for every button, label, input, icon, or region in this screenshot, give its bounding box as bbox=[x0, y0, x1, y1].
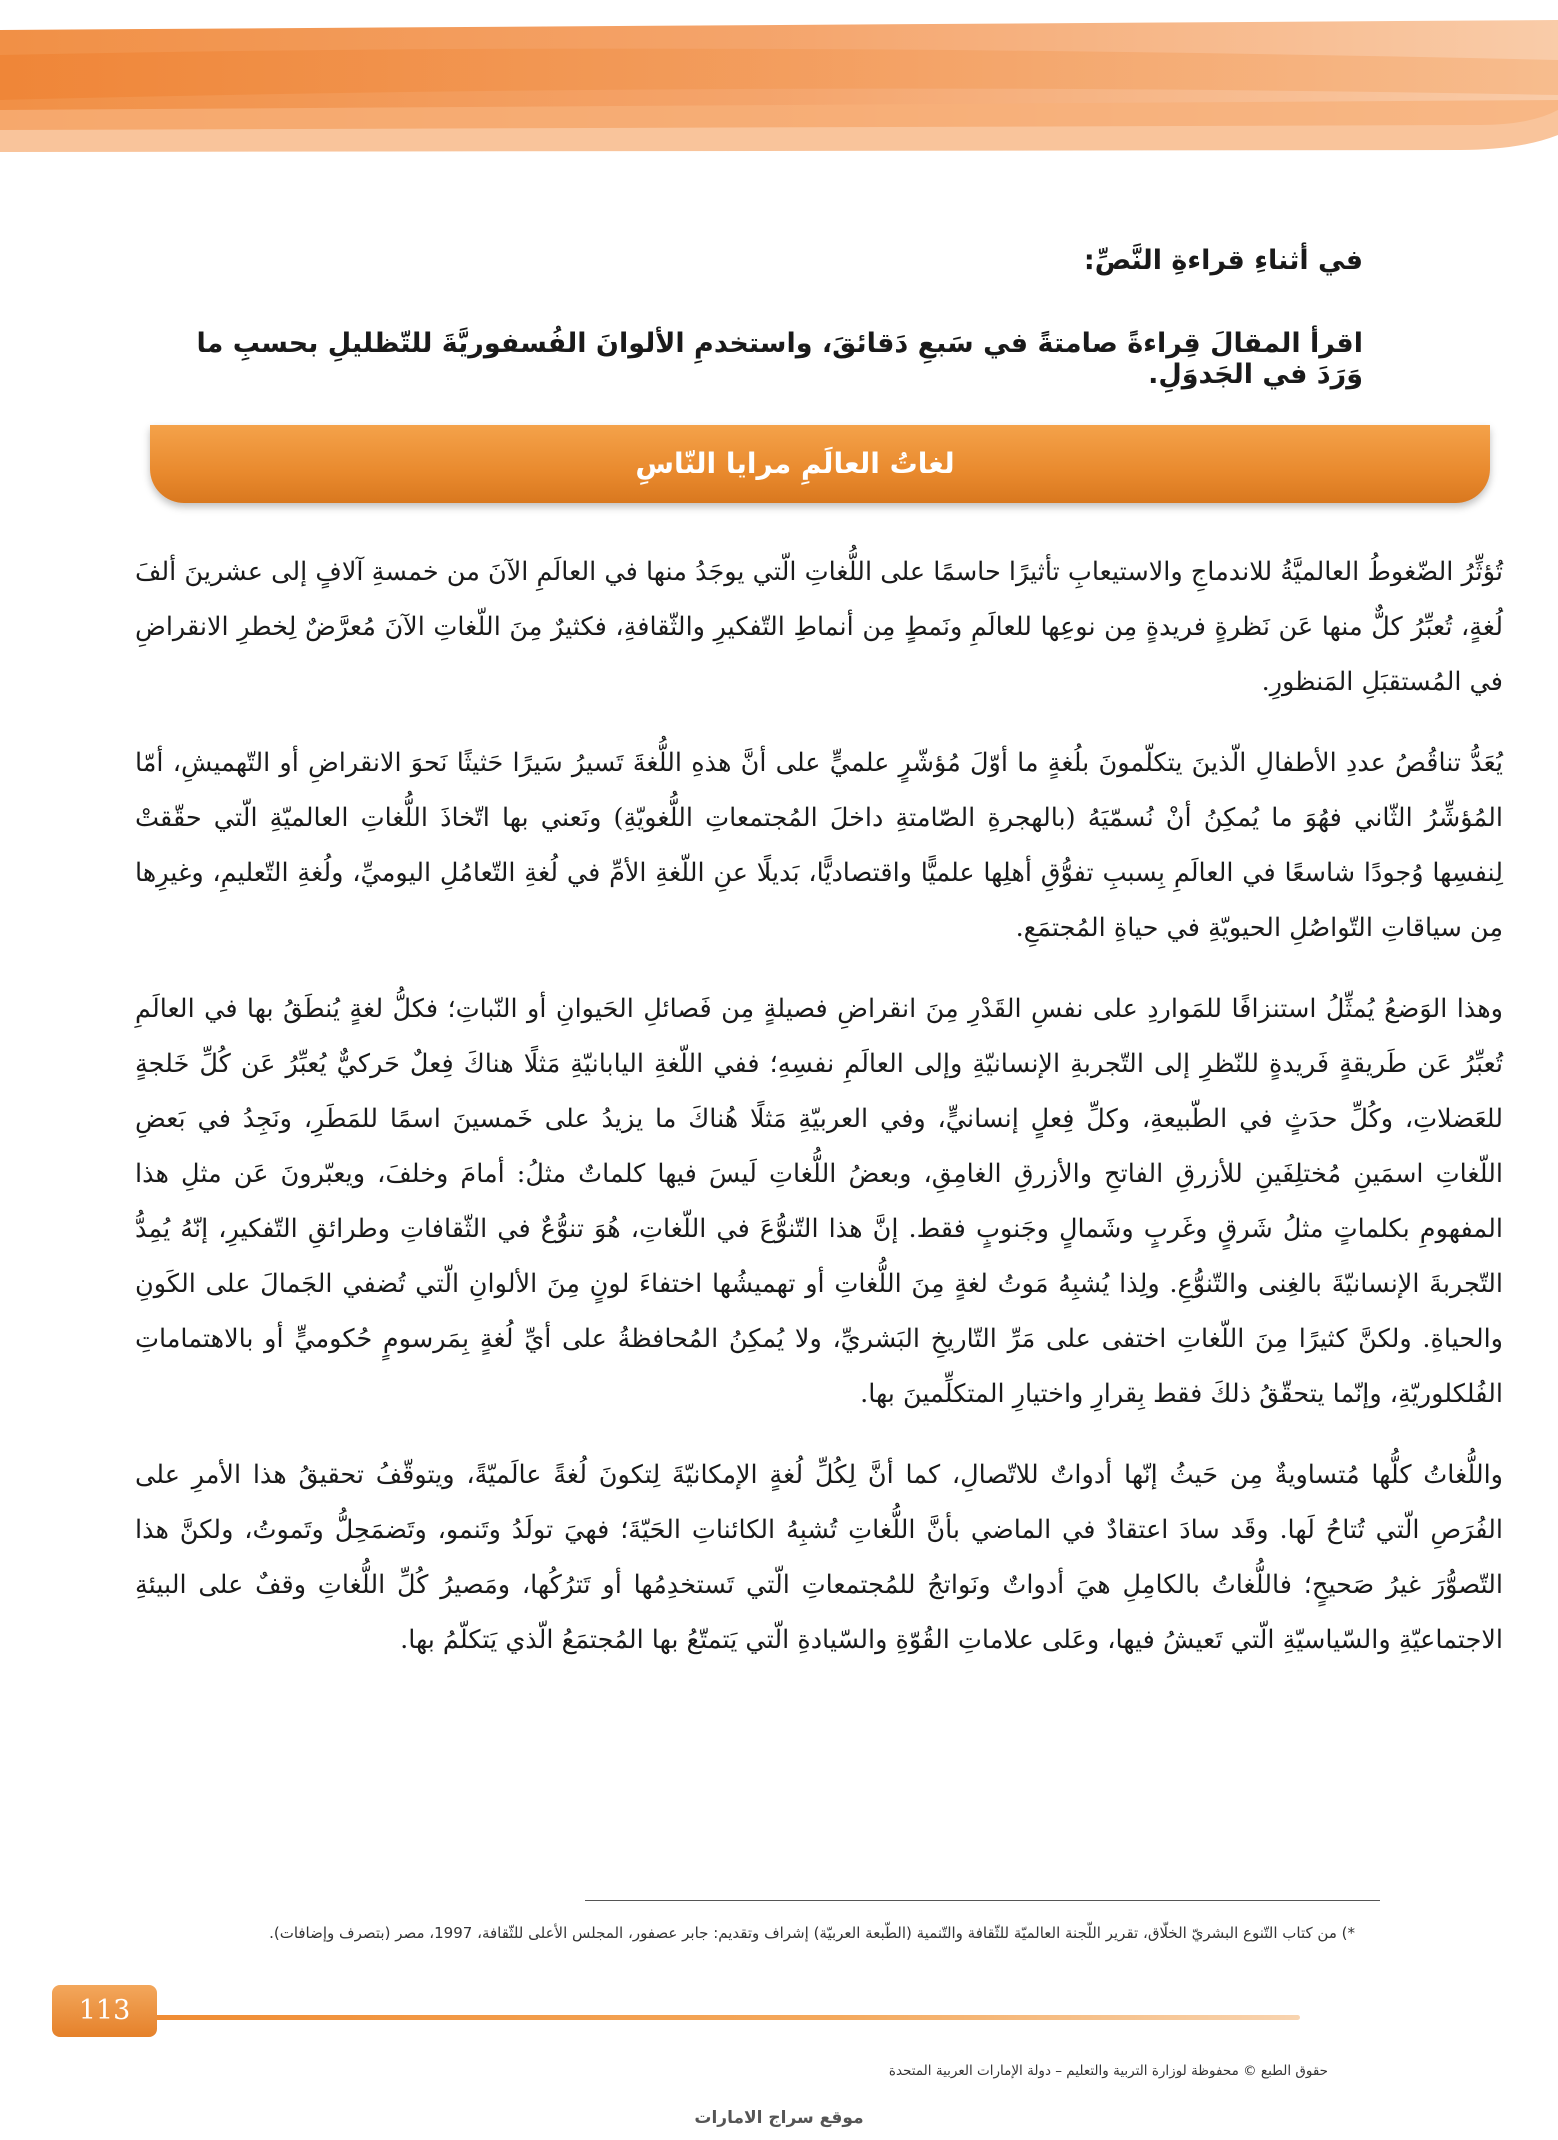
article-body bbox=[135, 545, 1503, 1694]
page-number: 113 bbox=[52, 1985, 157, 2037]
paragraph: تُؤثِّرُ الضّغوطُ العالميَّةُ للاندماجِ والاستيعابِ تأثيرًا حاسمًا على اللُّغاتِ الّتي يوجَدُ منها في العالَمِ الآنَ من خمسةِ آلافٍ إلى عشرينَ ألفَ لُغةٍ، تُعبِّرُ كلٌّ منها عَن نَظرةٍ فريدةٍ مِن نوعِها للعالَمِ ونَمطٍ مِن أنماطِ التّفكيرِ والثّقافةِ، فكثيرٌ مِنَ اللّغاتِ الآنَ مُعرَّضٌ لِخطرِ الانقراضِ في المُستقبَلِ المَنظورِ. bbox=[135, 557, 1503, 697]
copyright-notice: حقوق الطبع © محفوظة لوزارة التربية والتعليم – دولة الإمارات العربية المتحدة bbox=[888, 2063, 1328, 2079]
paragraph: يُعَدُّ تناقُصُ عددِ الأطفالِ الّذينَ يتكلّمونَ بلُغةٍ ما أوّلَ مُؤشّرٍ علميٍّ على أنَّ هذهِ اللُّغةَ تَسيرُ سَيرًا حَثيثًا نَحوَ الانقراضِ أو التّهميشِ، أمّا المُؤشِّرُ الثّاني فهُوَ ما يُمكِنُ أنْ نُسمّيَهُ (بالهجرةِ الصّامتةِ داخلَ المُجتمعاتِ اللُّغويّةِ) ونَعني بها اتّخاذَ اللُّغاتِ العالميّةِ الّتي حقّقتْ لِنفسِها وُجودًا شاسعًا في العالَمِ بِسببِ تفوُّقِ أهلِها علميًّا واقتصاديًّا، بَديلًا عنِ اللّغةِ الأمِّ في لُغةِ التّعامُلِ اليوميِّ، ولُغةِ التّعليمِ، وغيرِها مِن سياقاتِ التّواصُلِ الحيويّةِ في حياةِ المُجتمَعِ. bbox=[135, 748, 1503, 943]
paragraph: وهذا الوَضعُ يُمثِّلُ استنزافًا للمَواردِ على نفسِ القَدْرِ مِنَ انقراضِ فصيلةٍ مِن فَصائلِ الحَيوانِ أو النّباتِ؛ فكلُّ لغةٍ يُنطَقُ بها في العالَمِ تُعبِّرُ عَن طَريقةٍ فَريدةٍ للنّظرِ إلى التّجربةِ الإنسانيّةِ وإلى العالَمِ نفسِهِ؛ ففي اللّغةِ اليابانيّةِ مَثلًا هناكَ فِعلٌ حَركيٌّ يُعبِّرُ عَن كُلِّ خَلجةٍ للعَضلاتِ، وكُلِّ حدَثٍ في الطّبيعةِ، وكلِّ فِعلٍ إنسانيٍّ، وفي العربيّةِ مَثلًا هُناكَ ما يزيدُ على خَمسينَ اسمًا للمَطَرِ، ونَجِدُ في بَعضِ اللّغاتِ اسمَينِ مُختلِفَينِ للأزرقِ الفاتحِ والأزرقِ الغامِقِ، وبعضُ اللُّغاتِ لَيسَ فيها كلماتٌ مثلُ: أمامَ وخلفَ، ويعبّرونَ عَن مثلِ هذا المفهومِ بكلماتٍ مثلُ شَرقٍ وغَربٍ وشَمالٍ وجَنوبٍ فقط. إنَّ هذا التّنوُّعَ في اللّغاتِ، هُوَ تنوُّعٌ في الثّقافاتِ وطرائقِ التّفكيرِ، إنّهُ يُمِدُّ التّجربةَ الإنسانيّةَ بالغِنى والتّنوُّعِ. ولِذا يُشبِهُ مَوتُ لغةٍ مِنَ اللُّغاتِ أو تهميشُها اختفاءَ لونٍ مِنَ الألوانِ الّتي تُضفي الجَمالَ على الكَونِ والحياةِ. ولكنَّ كثيرًا مِنَ اللّغاتِ اختفى على مَرِّ التّاريخِ البَشريِّ، ولا يُمكِنُ المُحافظةُ على أيِّ لُغةٍ بِمَرسومٍ حُكوميٍّ أو بالاهتماماتِ الفُلكلوريّةِ، وإنّما يتحقّقُ ذلكَ فقط بِقرارِ واختيارِ المتكلِّمينَ بها. bbox=[135, 994, 1503, 1409]
article-title: لغاتُ العالَمِ مرايا النّاسِ bbox=[635, 447, 955, 480]
bottom-decorative-bar bbox=[150, 2015, 1300, 2020]
footnote-divider bbox=[585, 1900, 1380, 1901]
paragraph: واللُّغاتُ كلُّها مُتساويةٌ مِن حَيثُ إنّها أدواتٌ للاتّصالِ، كما أنَّ لِكُلِّ لُغةٍ الإمكانيّةَ لِتكونَ لُغةً عالَميّةً، ويتوقّفُ تحقيقُ هذا الأمرِ على الفُرَصِ الّتي تُتاحُ لَها. وقَد سادَ اعتقادٌ في الماضي بأنَّ اللُّغاتِ تُشبِهُ الكائناتِ الحَيّةَ؛ فهيَ تولَدُ وتَنمو، وتَضمَحِلُّ وتَموتُ، ولكنَّ هذا التّصوُّرَ غيرُ صَحيحٍ؛ فاللُّغاتُ بالكامِلِ هيَ أدواتٌ ونَواتجُ للمُجتمعاتِ الّتي تَستخدِمُها أو تَترُكُها، ومَصيرُ كُلِّ اللُّغاتِ وقفٌ على البيئةِ الاجتماعيّةِ والسّياسيّةِ الّتي تَعيشُ فيها، وعَلى علاماتِ القُوّةِ والسّيادةِ الّتي يَتمتّعُ بها المُجتمَعُ الّذي يَتكلّمُ بها. bbox=[135, 1460, 1503, 1655]
article-title-banner bbox=[150, 425, 1490, 503]
site-name: موقع سراج الامارات bbox=[694, 2108, 864, 2128]
top-decorative-band bbox=[0, 0, 1558, 160]
footnote: *) من كتاب التّنوع البشريّ الخلّاق، تقرير اللّجنة العالميّة للثّقافة والتّنمية (الطّبعة العربيّة) إشراف وتقديم: جابر عصفور، المجلس الأعلى للثّقافة، 1997، مصر (بتصرف وإضافات). bbox=[269, 1924, 1355, 1942]
reading-instruction: اقرأ المقالَ قِراءةً صامتةً في سَبعِ دَقائقَ، واستخدمِ الألوانَ الفُسفوريَّةَ للتّظليلِ بحسبِ ما وَرَدَ في الجَدوَلِ. bbox=[196, 328, 1363, 390]
section-heading: في أثناءِ قراءةِ النَّصِّ: bbox=[1083, 245, 1363, 276]
